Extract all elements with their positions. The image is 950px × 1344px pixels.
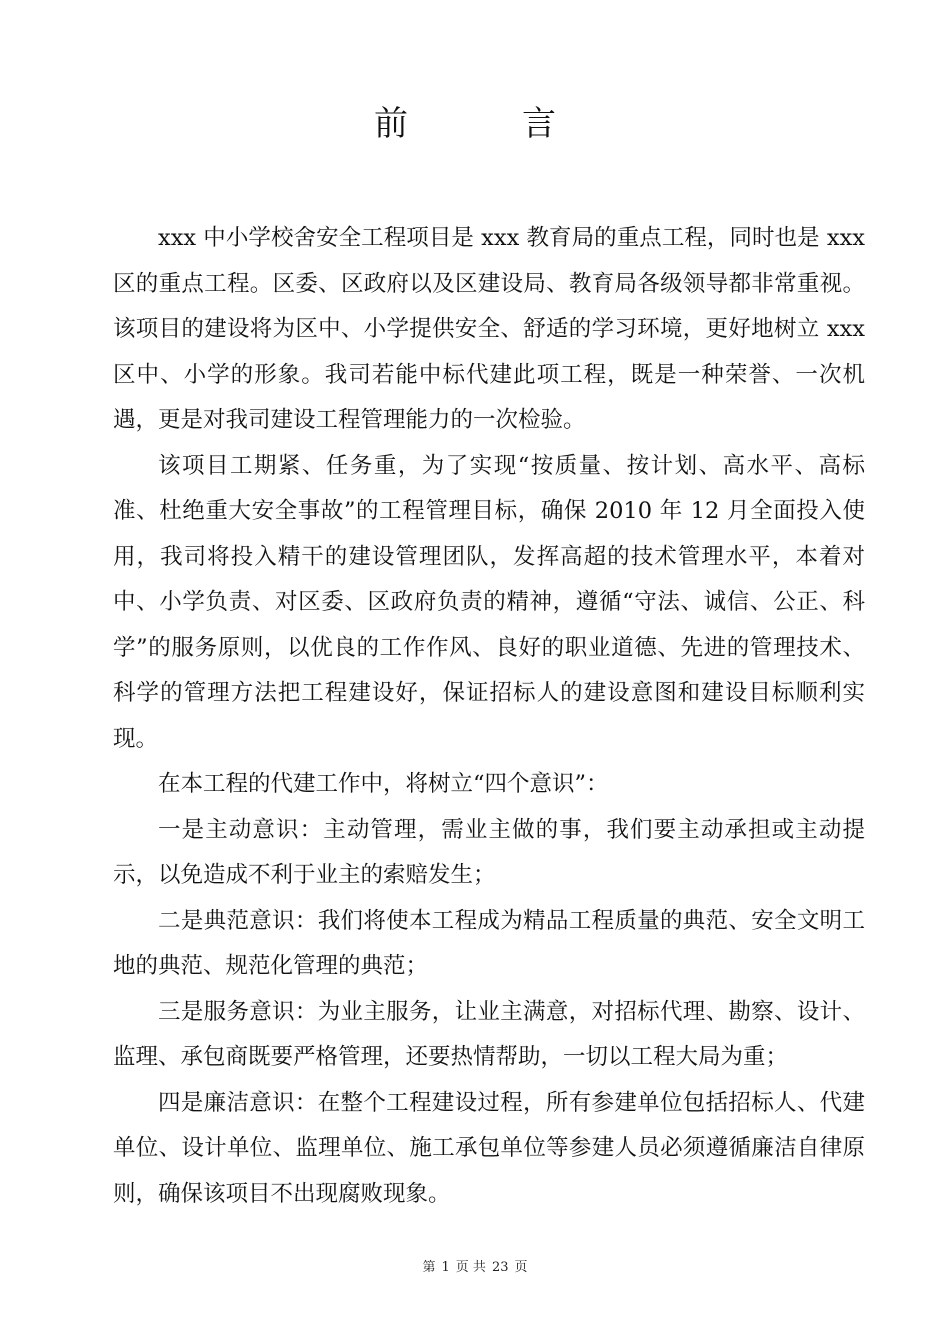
footer-suffix: 页	[514, 1260, 528, 1275]
page-footer	[0, 1258, 950, 1278]
body-text	[113, 216, 865, 1217]
footer-prefix: 第	[422, 1260, 436, 1275]
footer-page-number: 1	[441, 1260, 450, 1275]
paragraph-6: 三是服务意识：为业主服务，让业主满意，对招标代理、勘察、设计、监理、承包商既要严格管理，还要热情帮助，一切以工程大局为重；	[113, 998, 865, 1070]
paragraph-4: 一是主动意识：主动管理，需业主做的事，我们要主动承担或主动提示，以免造成不利于业主的索赔发生；	[113, 816, 865, 888]
paragraph-1: xxx 中小学校舍安全工程项目是 xxx 教育局的重点工程，同时也是 xxx 区的重点工程。区委、区政府以及区建设局、教育局各级领导都非常重视。该项目的建设将为区中、小学提供安全、舒适的学习环境，更好地树立 xxx 区中、小学的形象。我司若能中标代建此项工程，既是一种荣誉、一次机遇，更是对我司建设工程管理能力的一次检验。	[113, 225, 865, 433]
paragraph-3: 在本工程的代建工作中，将树立“四个意识”：	[158, 771, 609, 797]
paragraph-7: 四是廉洁意识：在整个工程建设过程，所有参建单位包括招标人、代建单位、设计单位、监理单位、施工承包单位等参建人员必须遵循廉洁自律原则，确保该项目不出现腐败现象。	[113, 1089, 865, 1207]
footer-middle: 页 共	[455, 1260, 486, 1275]
footer-total-pages: 23	[491, 1260, 509, 1275]
paragraph-2: 该项目工期紧、任务重，为了实现“按质量、按计划、高水平、高标准、杜绝重大安全事故”的工程管理目标，确保 2010 年 12 月全面投入使用，我司将投入精干的建设管理团队，发挥高超的技术管理水平，本着对中、小学负责、对区委、区政府负责的精神，遵循“守法、诚信、公正、科学”的服务原则，以优良的工作作风、良好的职业道德、先进的管理技术、科学的管理方法把工程建设好，保证招标人的建设意图和建设目标顺利实现。	[113, 452, 865, 752]
paragraph-5: 二是典范意识：我们将使本工程成为精品工程质量的典范、安全文明工地的典范、规范化管理的典范；	[113, 907, 865, 979]
page-title: 前 言	[374, 104, 596, 144]
